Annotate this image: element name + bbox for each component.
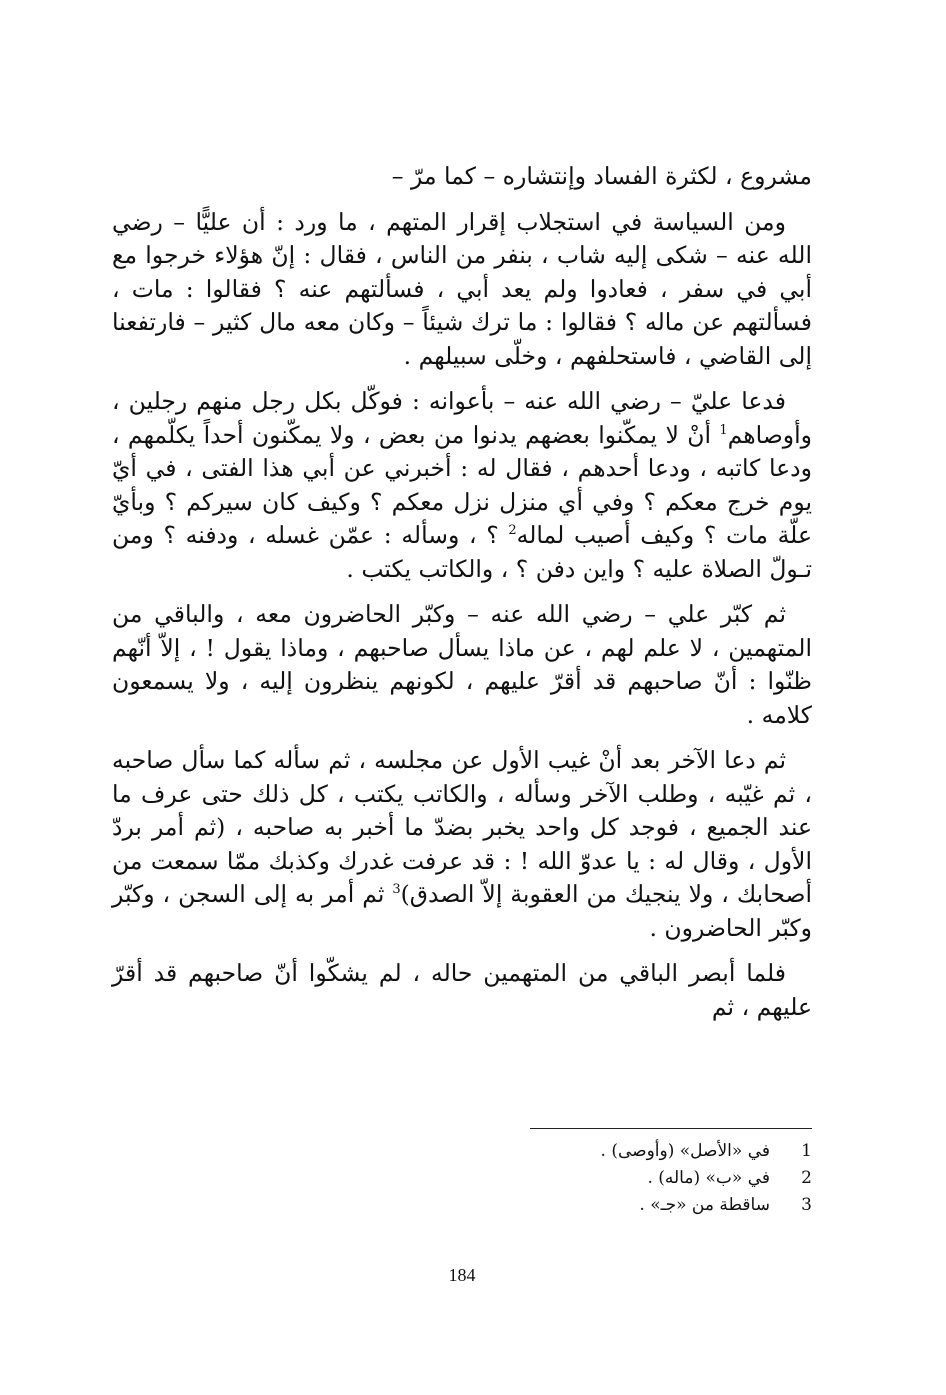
paragraph-3-part-b: أنْ لا يمكّنوا بعضهم يدنوا من بعض ، ولا يمكّنون أحداً يكلّمهم ، ودعا كاتبه ، ودعا أحدهم ، فقال له : أخبرني عن أبي هذا الفتى ، في أيّ يوم خرج معكم ؟ وفي أي منزل نزل معكم ؟ وكيف كان سيركم ؟ وبأيّ علّة مات ؟ وكيف أصيب لماله: [112, 420, 812, 549]
paragraph-3-part-c: ؟ ، وسأله : عمّن غسله ، ودفنه ؟ ومن تـولّ الصلاة عليه ؟ واين دفن ؟ ، والكاتب يكتب .: [112, 521, 812, 583]
paragraph-6: فلما أبصر الباقي من المتهمين حاله ، لم يشكّوا أنّ صاحبهم قد أقرّ عليهم ، ثم: [112, 959, 812, 1021]
footnote-number: 2: [801, 1168, 812, 1188]
footnote-item: [412, 1138, 812, 1165]
paragraph-5: [112, 744, 812, 945]
document-page: [112, 160, 812, 1360]
footnote-item: [412, 1192, 812, 1219]
paragraph-5-part-b: ثم أمر به إلى السجن ، وكبّر وكبّر الحاضرون .: [112, 880, 812, 942]
paragraph-1: مشروع ، لكثرة الفساد وإنتشاره – كما مرّ –: [391, 162, 812, 190]
footnote-item: [412, 1165, 812, 1192]
footnote-text: في «الأصل» (وأوصى) .: [600, 1141, 770, 1161]
footnote-divider: [530, 1128, 812, 1129]
footnote-number: 1: [801, 1141, 812, 1161]
footnote-text: في «ب» (ماله) .: [647, 1168, 770, 1188]
footnote-ref-3: 3: [392, 882, 401, 898]
body-text: [112, 160, 812, 1024]
footnote-text: ساقطة من «جـ» .: [639, 1195, 770, 1215]
paragraph-3-part-a: فدعا عليّ – رضي الله عنه – بأعوانه : فوكّل بكل رجل منهم رجلين ، وأوصاهم: [112, 387, 812, 449]
footnotes: [412, 1138, 812, 1219]
paragraph-4: ثم كبّر علي – رضي الله عنه – وكبّر الحاضرون معه ، والباقي من المتهمين ، لا علم لهم ، عن ماذا يسأل صاحبهم ، وماذا يقول ! ، إلاّ أنّهم ظنّوا : أنّ صاحبهم قد أقرّ عليهم ، لكونهم ينظرون إليه ، ولا يسمعون كلامه .: [112, 600, 812, 729]
paragraph-3: [112, 385, 812, 586]
page-number: 184: [448, 1265, 476, 1285]
paragraph-2: ومن السياسة في استجلاب إقرار المتهم ، ما ورد : أن عليًّا – رضي الله عنه – شكى إليه شاب ، بنفر من الناس ، فقال : إنّ هؤلاء خرجوا مع أبي في سفر ، فعادوا ولم يعد أبي ، فسألتهم عنه ؟ فقالوا : مات ، فسألتهم عن ماله ؟ فقالوا : ما ترك شيئاً – وكان معه مال كثير – فارتفعنا إلى القاضي ، فاستحلفهم ، وخلّى سبيلهم .: [112, 207, 812, 370]
footnote-ref-1: 1: [719, 422, 728, 438]
paragraph-5-part-a: ثم دعا الآخر بعد أنْ غيب الأول عن مجلسه ، ثم سأله كما سأل صاحبه ، ثم غيّبه ، وطلب الآخر وسأله ، والكاتب يكتب ، كل ذلك حتى عرف ما عند الجميع ، فوجد كل واحد يخبر بضدّ ما أخبر به صاحبه ، (ثم أمر بردّ الأول ، وقال له : يا عدوّ الله ! : قد عرفت غدرك وكذبك ممّا سمعت من أصحابك ، ولا ينجيك من العقوبة إلاّ الصدق): [112, 746, 813, 908]
footnote-number: 3: [801, 1195, 812, 1215]
footnote-ref-2: 2: [508, 523, 517, 539]
